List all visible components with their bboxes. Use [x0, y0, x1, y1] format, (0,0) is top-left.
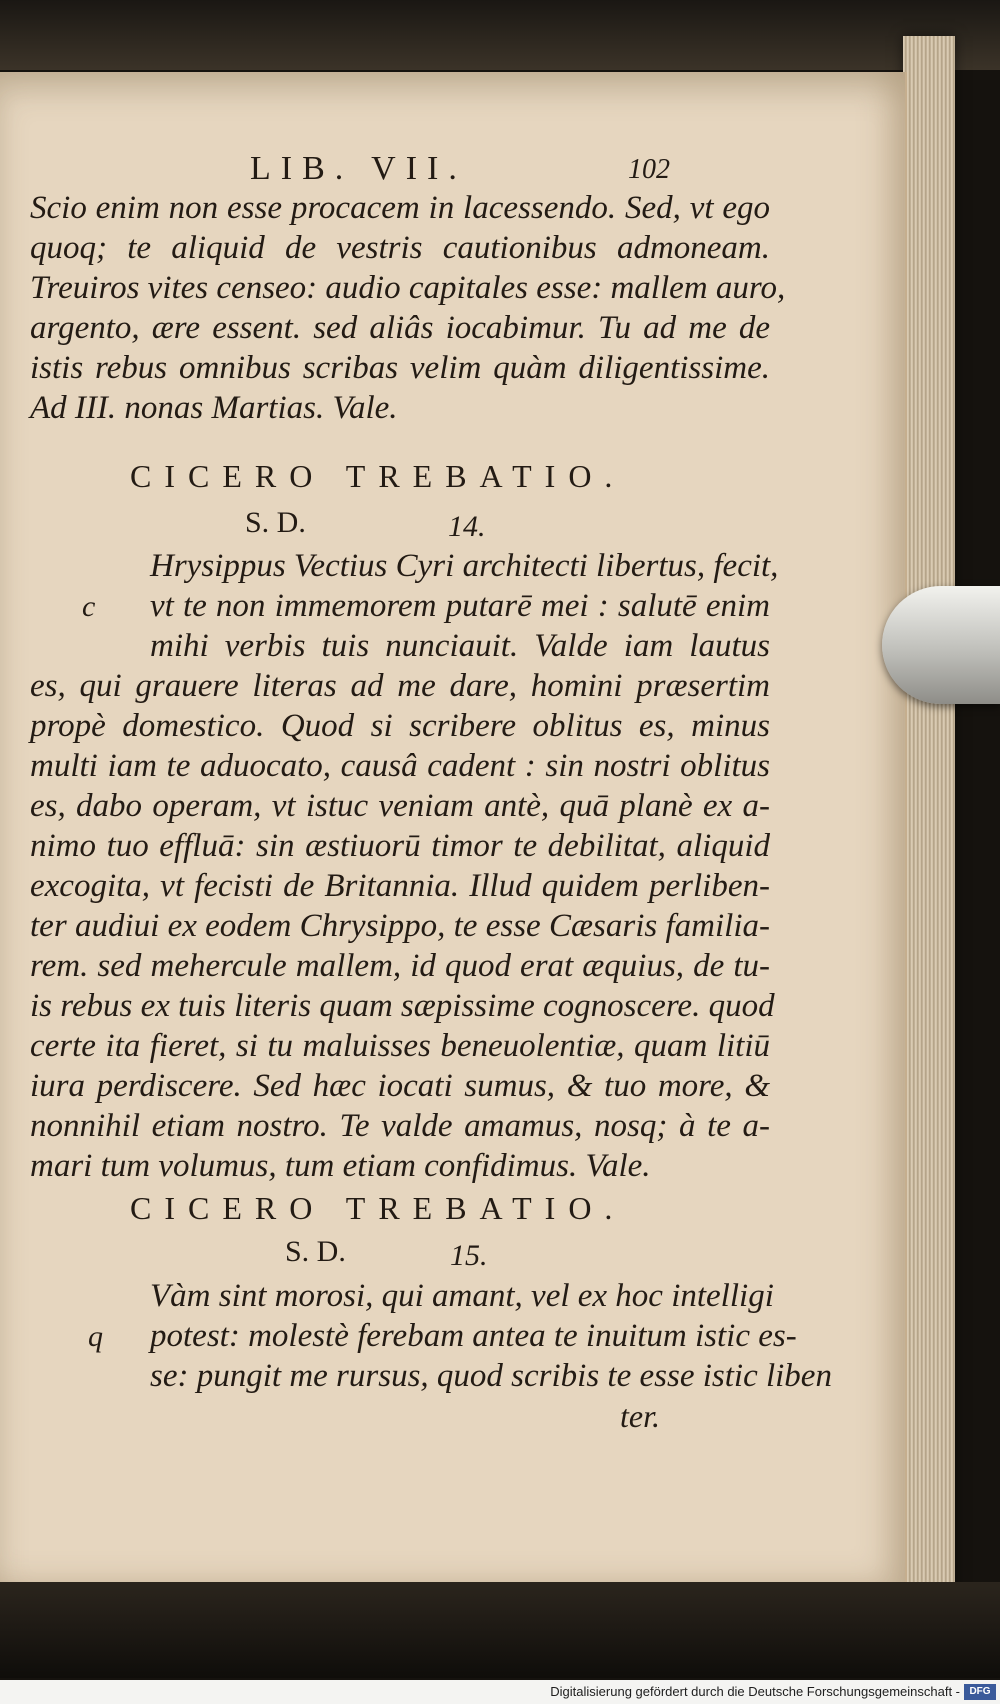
letter-number: 15.: [450, 1239, 488, 1272]
letter-heading: CICERO TREBATIO.: [130, 458, 626, 494]
text-line: se: pungit me rursus, quod scribis te esse istic liben: [150, 1358, 832, 1394]
text-line: Treuiros vites censeo: audio capitales esse: mallem auro,: [30, 270, 786, 306]
text-line: es, dabo operam, vt istuc veniam antè, quā planè ex a-: [30, 788, 770, 824]
running-head: [30, 150, 780, 190]
text-line: argento, ære essent. sed aliâs iocabimur. Tu ad me de: [30, 310, 770, 346]
salutation: S. D.: [285, 1235, 346, 1268]
page-number: 102: [628, 154, 670, 185]
text-line: mihi verbis tuis nunciauit. Valde iam lautus: [150, 628, 770, 664]
text-line: ter audiui ex eodem Chrysippo, te esse Cæsaris familia-: [30, 908, 770, 944]
text-line: rem. sed mehercule mallem, id quod erat æquius, de tu-: [30, 948, 770, 984]
text-line: mari tum volumus, tum etiam confidimus. Vale.: [30, 1148, 651, 1184]
book-cover-top: [0, 0, 1000, 70]
text-line: Hrysippus Vectius Cyri architecti libertus, fecit,: [150, 548, 779, 584]
dfg-logo: DFG: [964, 1684, 996, 1700]
text-line: istis rebus omnibus scribas velim quàm diligentissime.: [30, 350, 770, 386]
bookmark-clip: [882, 586, 1000, 704]
margin-letter: q: [88, 1320, 103, 1353]
letter-heading: CICERO TREBATIO.: [130, 1190, 626, 1226]
letter-number: 14.: [448, 510, 486, 543]
text-line: vt te non immemorem putarē mei : salutē enim: [150, 588, 770, 624]
salutation: S. D.: [245, 506, 306, 539]
page-edges: [903, 36, 955, 1626]
text-line: iura perdiscere. Sed hæc iocati sumus, & tuo more, &: [30, 1068, 770, 1104]
margin-letter: c: [82, 590, 96, 623]
text-line: certe ita fieret, si tu maluisses beneuolentiæ, quam litiū: [30, 1028, 770, 1064]
funding-credit: Digitalisierung gefördert durch die Deutsche Forschungsgemeinschaft -: [550, 1684, 960, 1699]
catchword: ter.: [620, 1398, 660, 1434]
text-line: is rebus ex tuis literis quam sæpissime cognoscere. quod: [30, 988, 775, 1024]
text-line: multi iam te aduocato, causâ cadent : sin nostri oblitus: [30, 748, 770, 784]
book-bottom-shadow: [0, 1582, 1000, 1678]
digitization-footer: [0, 1680, 1000, 1704]
text-line: es, qui grauere literas ad me dare, homini præsertim: [30, 668, 770, 704]
text-line: nimo tuo effluā: sin æstiuorū timor te debilitat, aliquid: [30, 828, 770, 864]
running-title: LIB. VII.: [250, 150, 467, 187]
text-line: potest: molestè ferebam antea te inuitum istic es-: [150, 1318, 797, 1354]
text-line: excogita, vt fecisti de Britannia. Illud quidem perliben-: [30, 868, 770, 904]
text-line: Vàm sint morosi, qui amant, vel ex hoc intelligi: [150, 1278, 774, 1314]
text-line: quoq; te aliquid de vestris cautionibus admoneam.: [30, 230, 770, 266]
text-line: propè domestico. Quod si scribere oblitus es, minus: [30, 708, 770, 744]
text-line: Scio enim non esse procacem in lacessendo. Sed, vt ego: [30, 190, 770, 226]
text-line: nonnihil etiam nostro. Te valde amamus, nosq; à te a-: [30, 1108, 770, 1144]
text-line: Ad III. nonas Martias. Vale.: [30, 390, 398, 426]
